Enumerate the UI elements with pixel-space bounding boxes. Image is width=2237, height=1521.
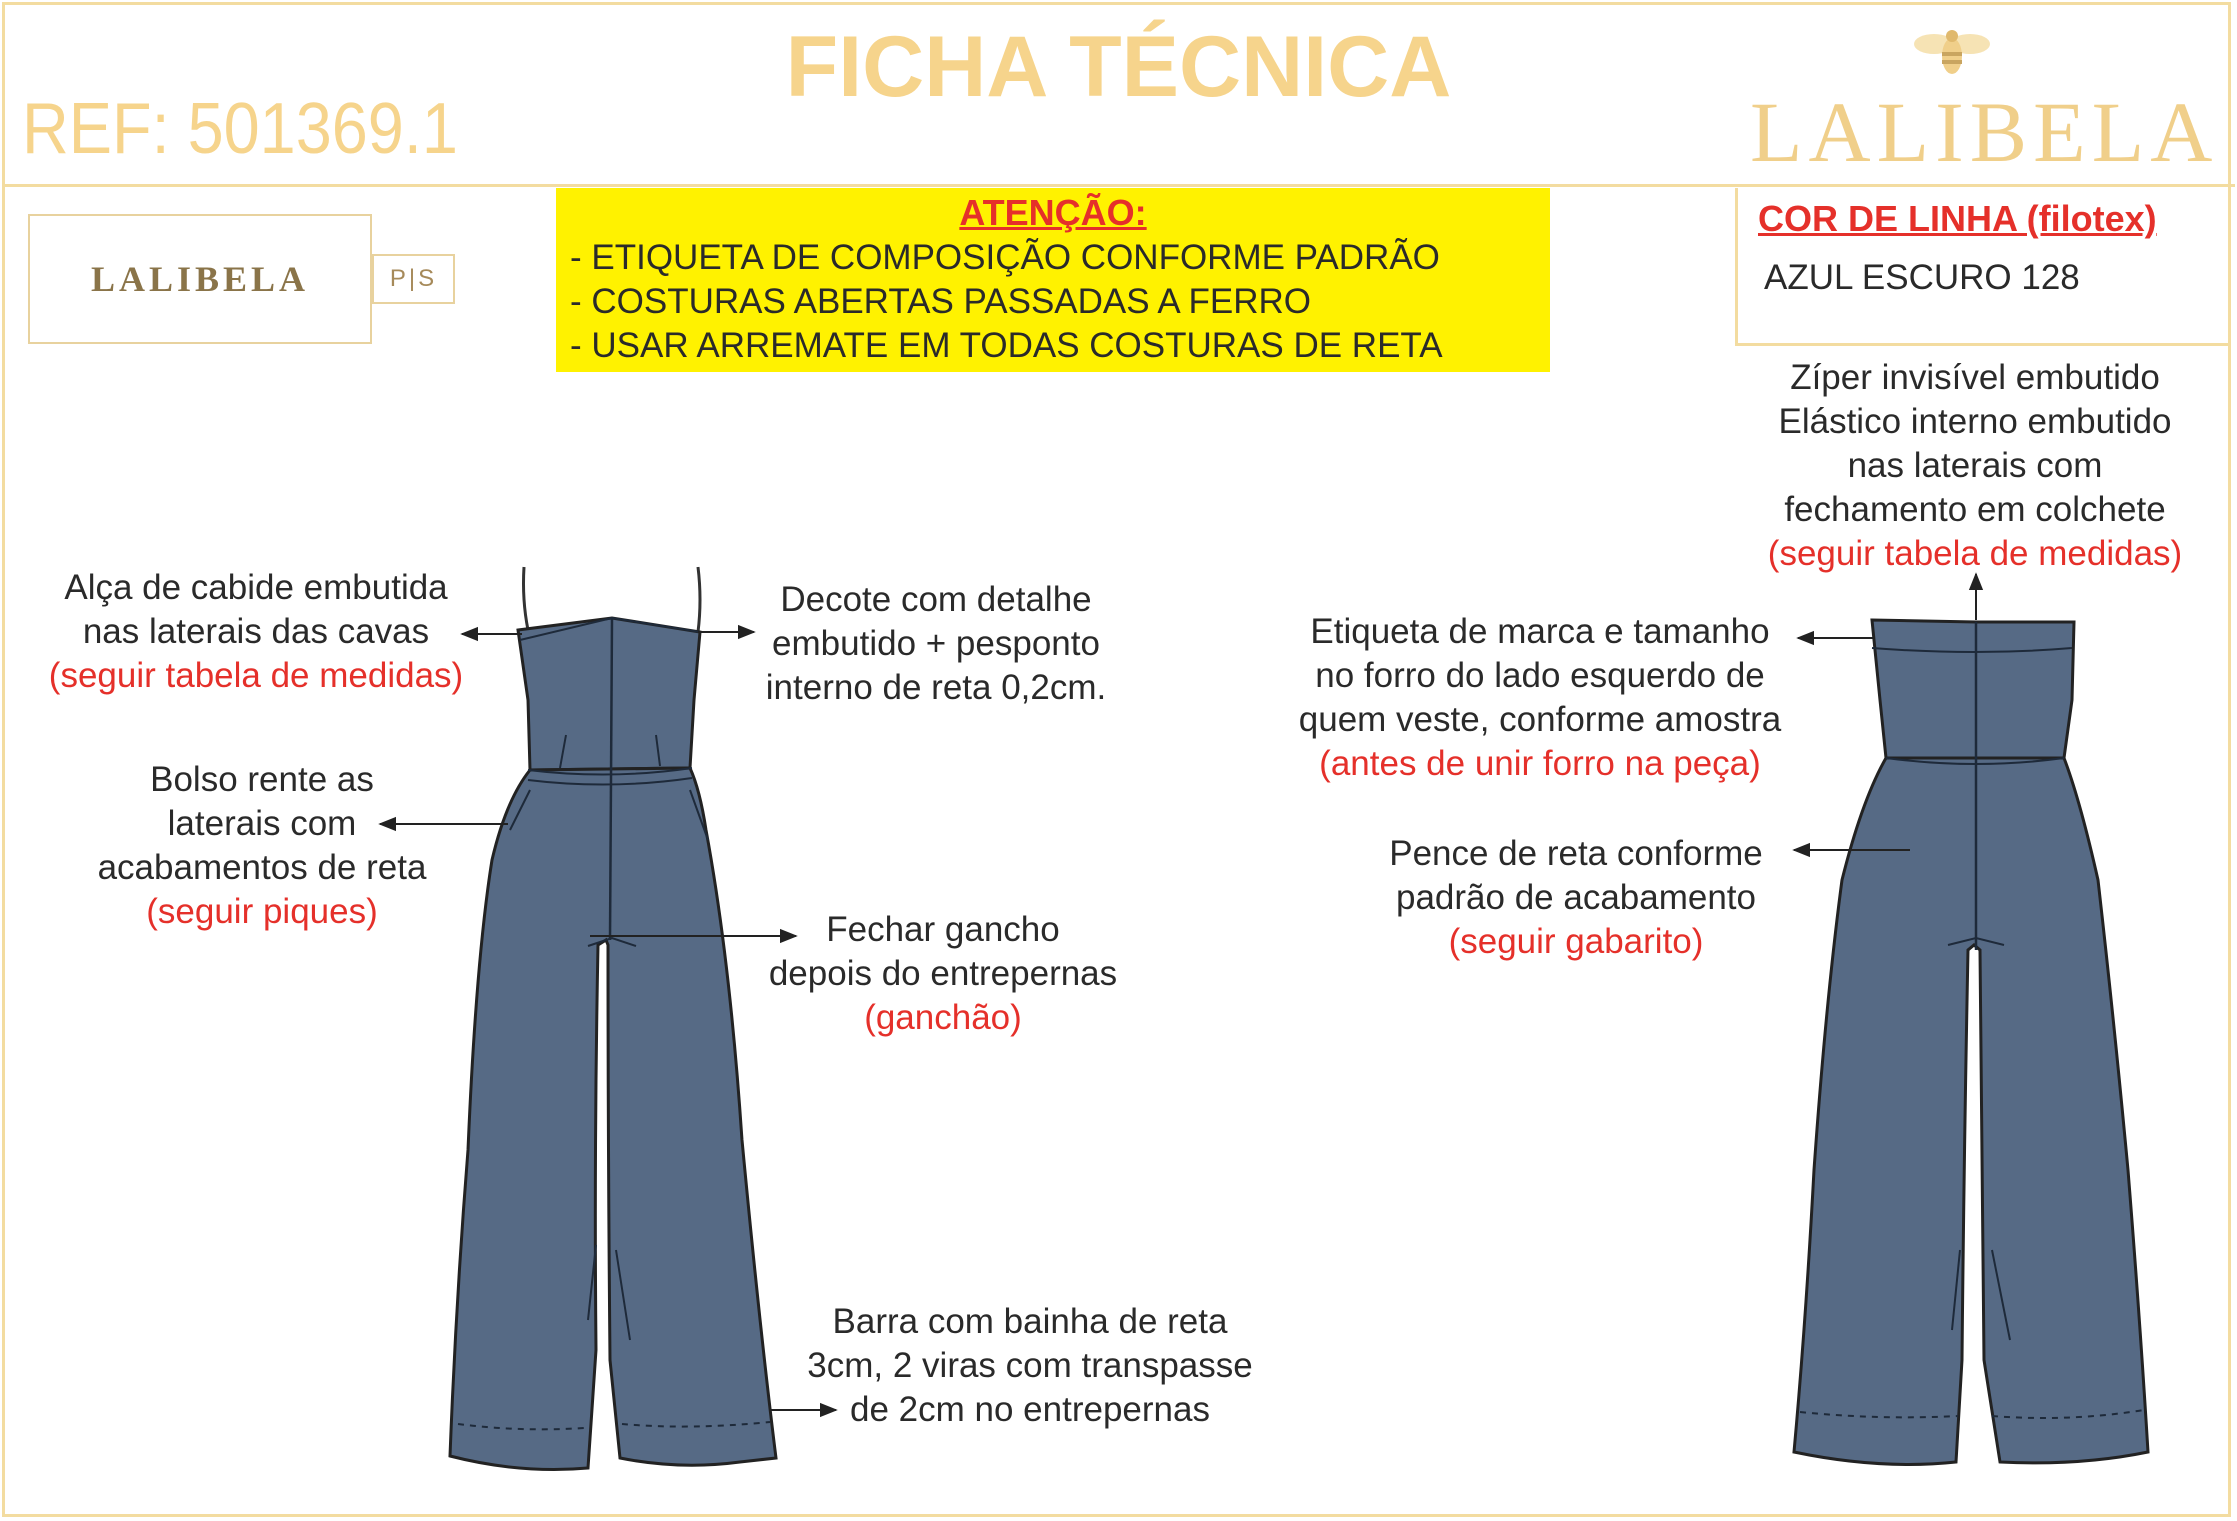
front-view-garment bbox=[450, 567, 776, 1470]
attention-line: - ETIQUETA DE COMPOSIÇÃO CONFORME PADRÃO bbox=[570, 238, 1440, 277]
brand-label-note bbox=[1260, 610, 1820, 786]
attention-line: - COSTURAS ABERTAS PASSADAS A FERRO bbox=[570, 282, 1312, 321]
note-line: no forro do lado esquerdo de bbox=[1315, 656, 1765, 695]
hem-note bbox=[770, 1300, 1290, 1432]
zipper-note bbox=[1730, 356, 2220, 576]
note-line: padrão de acabamento bbox=[1396, 878, 1756, 917]
page-title-text: FICHA TÉCNICA bbox=[785, 19, 1452, 115]
note-line: Bolso rente as bbox=[150, 760, 374, 799]
note-line: Pence de reta conforme bbox=[1389, 834, 1763, 873]
note-line: nas laterais com bbox=[1847, 446, 2103, 485]
label-brand-text: LALIBELA bbox=[90, 259, 310, 299]
note-red: (ganchão) bbox=[864, 998, 1022, 1037]
dart-note bbox=[1356, 832, 1796, 964]
note-line: fechamento em colchete bbox=[1784, 490, 2166, 529]
note-line: Barra com bainha de reta bbox=[832, 1302, 1228, 1341]
note-line: depois do entrepernas bbox=[768, 954, 1118, 993]
note-line: Zíper invisível embutido bbox=[1790, 358, 2160, 397]
note-line: Fechar gancho bbox=[826, 910, 1060, 949]
note-line: Decote com detalhe bbox=[780, 580, 1092, 619]
pocket-note bbox=[62, 758, 462, 934]
thread-color-heading: COR DE LINHA (filotex) bbox=[1758, 198, 2157, 239]
attention-line: - USAR ARREMATE EM TODAS COSTURAS DE RETA bbox=[570, 326, 1443, 365]
note-line: 3cm, 2 viras com transpasse bbox=[807, 1346, 1253, 1385]
size-tag: P|S bbox=[372, 254, 455, 304]
reference-code: REF: 501369.1 bbox=[22, 89, 458, 169]
note-line: nas laterais das cavas bbox=[82, 612, 430, 651]
thread-color-value: AZUL ESCURO 128 bbox=[1764, 258, 2080, 297]
note-line: interno de reta 0,2cm. bbox=[765, 668, 1107, 707]
note-red: (seguir piques) bbox=[146, 892, 378, 931]
back-view-garment bbox=[1794, 620, 2148, 1464]
note-red: (seguir tabela de medidas) bbox=[48, 656, 464, 695]
neckline-note bbox=[736, 578, 1136, 710]
attention-heading: ATENÇÃO: bbox=[959, 192, 1147, 233]
note-red: (antes de unir forro na peça) bbox=[1319, 744, 1761, 783]
note-red: (seguir tabela de medidas) bbox=[1767, 534, 2183, 573]
note-red: (seguir gabarito) bbox=[1448, 922, 1704, 961]
brand-logo: LALIBELA bbox=[1750, 84, 2219, 180]
note-line: Etiqueta de marca e tamanho bbox=[1310, 612, 1770, 651]
note-line: Alça de cabide embutida bbox=[64, 568, 448, 607]
note-line: embutido + pesponto bbox=[772, 624, 1100, 663]
crotch-note bbox=[738, 908, 1148, 1040]
note-line: laterais com bbox=[167, 804, 357, 843]
note-line: acabamentos de reta bbox=[97, 848, 427, 887]
note-line: Elástico interno embutido bbox=[1778, 402, 2172, 441]
note-line: quem veste, conforme amostra bbox=[1298, 700, 1782, 739]
note-line: de 2cm no entrepernas bbox=[850, 1390, 1210, 1429]
strap-note bbox=[18, 566, 494, 698]
